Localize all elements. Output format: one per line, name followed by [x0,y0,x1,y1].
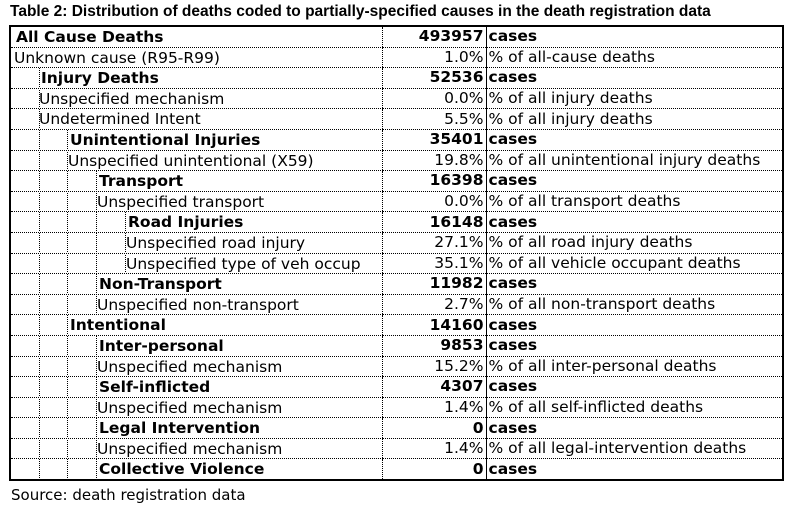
row-label: Unspecified non-transport [97,295,299,314]
row-label-cell [10,397,382,418]
indent-guide [39,171,40,192]
row-unit: cases [486,26,783,47]
indent-guide [125,212,126,233]
row-label-cell [10,68,382,89]
row-label: Unspecified mechanism [97,439,283,458]
row-unit: cases [486,274,783,295]
row-label: Road Injuries [128,213,244,232]
indent-guide [96,232,97,253]
row-label-cell [10,356,382,377]
row-label-cell [10,47,382,68]
indent-guide [96,274,97,295]
indent-guide [67,315,68,336]
row-label-cell [10,335,382,356]
indent-guide [67,438,68,459]
indent-guide [67,191,68,212]
table-row [10,438,783,459]
row-value: 16148 [382,212,486,233]
indent-guide [39,294,40,315]
row-value: 35401 [382,129,486,150]
row-label-cell [10,171,382,192]
row-unit: cases [486,171,783,192]
table-row [10,171,783,192]
row-label: Unspecified type of veh occup [126,254,361,273]
indent-guide [39,438,40,459]
indent-guide [39,335,40,356]
indent-guide [67,377,68,398]
row-unit: cases [486,335,783,356]
indent-guide [67,418,68,439]
row-value: 11982 [382,274,486,295]
row-label: Non-Transport [99,275,222,294]
table-row [10,150,783,171]
table-row [10,253,783,274]
indent-guide [39,459,40,480]
table-row [10,294,783,315]
row-value: 27.1% [382,232,486,253]
table-row [10,335,783,356]
table-row [10,356,783,377]
row-label: Unspecified mechanism [39,89,225,108]
indent-guide [67,397,68,418]
row-value: 4307 [382,377,486,398]
table-row [10,129,783,150]
indent-guide [67,212,68,233]
indent-guide [67,232,68,253]
row-label: Unspecified transport [97,192,265,211]
row-label: Unspecified road injury [126,233,306,252]
row-label: Unspecified unintentional (X59) [68,151,314,170]
row-label-cell [10,294,382,315]
indent-guide [67,335,68,356]
indent-guide [67,356,68,377]
indent-guide [67,459,68,480]
indent-guide [39,68,40,89]
row-label-cell [10,88,382,109]
row-unit: % of all legal-intervention deaths [486,438,783,459]
row-unit: cases [486,418,783,439]
indent-guide [96,335,97,356]
row-label-cell [10,26,382,47]
row-label-cell [10,274,382,295]
table-row [10,109,783,130]
source-note: Source: death registration data [11,486,246,504]
row-unit: cases [486,459,783,480]
indent-guide [39,212,40,233]
row-label: Unspecified mechanism [97,357,283,376]
row-label: Unspecified mechanism [97,398,283,417]
indent-guide [39,232,40,253]
row-unit: % of all inter-personal deaths [486,356,783,377]
row-label: Legal Intervention [99,419,261,438]
indent-guide [67,171,68,192]
indent-guide [67,294,68,315]
row-value: 14160 [382,315,486,336]
row-label-cell [10,459,382,480]
table-row [10,274,783,295]
row-unit: cases [486,129,783,150]
row-value: 15.2% [382,356,486,377]
row-value: 9853 [382,335,486,356]
row-label: Undetermined Intent [39,110,201,129]
row-label-cell [10,315,382,336]
row-value: 5.5% [382,109,486,130]
row-unit: cases [486,315,783,336]
row-label-cell [10,253,382,274]
indent-guide [67,129,68,150]
row-label: Unknown cause (R95-R99) [14,48,220,67]
row-value: 0.0% [382,88,486,109]
indent-guide [39,274,40,295]
row-unit: % of all-cause deaths [486,47,783,68]
row-label-cell [10,129,382,150]
indent-guide [39,191,40,212]
row-unit: % of all vehicle occupant deaths [486,253,783,274]
table-row [10,191,783,212]
row-value: 35.1% [382,253,486,274]
table-row [10,459,783,480]
row-label-cell [10,150,382,171]
row-label-cell [10,232,382,253]
row-label: Injury Deaths [41,69,159,88]
row-value: 52536 [382,68,486,89]
row-value: 0 [382,418,486,439]
indent-guide [39,418,40,439]
row-unit: % of all self-inflicted deaths [486,397,783,418]
indent-guide [67,274,68,295]
row-unit: % of all transport deaths [486,191,783,212]
indent-guide [39,315,40,336]
row-value: 16398 [382,171,486,192]
row-value: 1.4% [382,438,486,459]
indent-guide [39,129,40,150]
table-row [10,232,783,253]
row-value: 1.4% [382,397,486,418]
row-label: Unintentional Injuries [70,130,261,149]
row-label-cell [10,191,382,212]
table-row [10,47,783,68]
row-unit: % of all non-transport deaths [486,294,783,315]
row-unit: % of all injury deaths [486,88,783,109]
row-label-cell [10,418,382,439]
row-label: Collective Violence [99,460,265,479]
indent-guide [96,418,97,439]
row-label: Inter-personal [99,336,224,355]
indent-guide [39,377,40,398]
deaths-table [9,25,784,481]
row-unit: cases [486,212,783,233]
row-value: 2.7% [382,294,486,315]
row-unit: % of all unintentional injury deaths [486,150,783,171]
row-label: Intentional [70,316,166,335]
indent-guide [39,356,40,377]
table-row [10,377,783,398]
table-row [10,26,783,47]
table-row [10,418,783,439]
row-value: 0.0% [382,191,486,212]
indent-guide [67,253,68,274]
table-row [10,88,783,109]
row-label-cell [10,212,382,233]
row-unit: % of all injury deaths [486,109,783,130]
indent-guide [96,171,97,192]
row-value: 0 [382,459,486,480]
table-row [10,397,783,418]
row-label-cell [10,109,382,130]
row-label: Transport [99,172,184,191]
table-row [10,68,783,89]
indent-guide [96,253,97,274]
row-unit: cases [486,68,783,89]
row-label: Self-inflicted [99,378,211,397]
indent-guide [96,212,97,233]
indent-guide [96,459,97,480]
indent-guide [39,397,40,418]
row-value: 493957 [382,26,486,47]
indent-guide [96,377,97,398]
indent-guide [39,253,40,274]
indent-guide [39,150,40,171]
table-title: Table 2: Distribution of deaths coded to partially-specified causes in the death registration data [10,3,711,20]
table-row [10,212,783,233]
row-value: 1.0% [382,47,486,68]
row-unit: % of all road injury deaths [486,232,783,253]
row-label-cell [10,377,382,398]
row-value: 19.8% [382,150,486,171]
row-label-cell [10,438,382,459]
row-label: All Cause Deaths [16,28,164,46]
table-row [10,315,783,336]
row-unit: cases [486,377,783,398]
